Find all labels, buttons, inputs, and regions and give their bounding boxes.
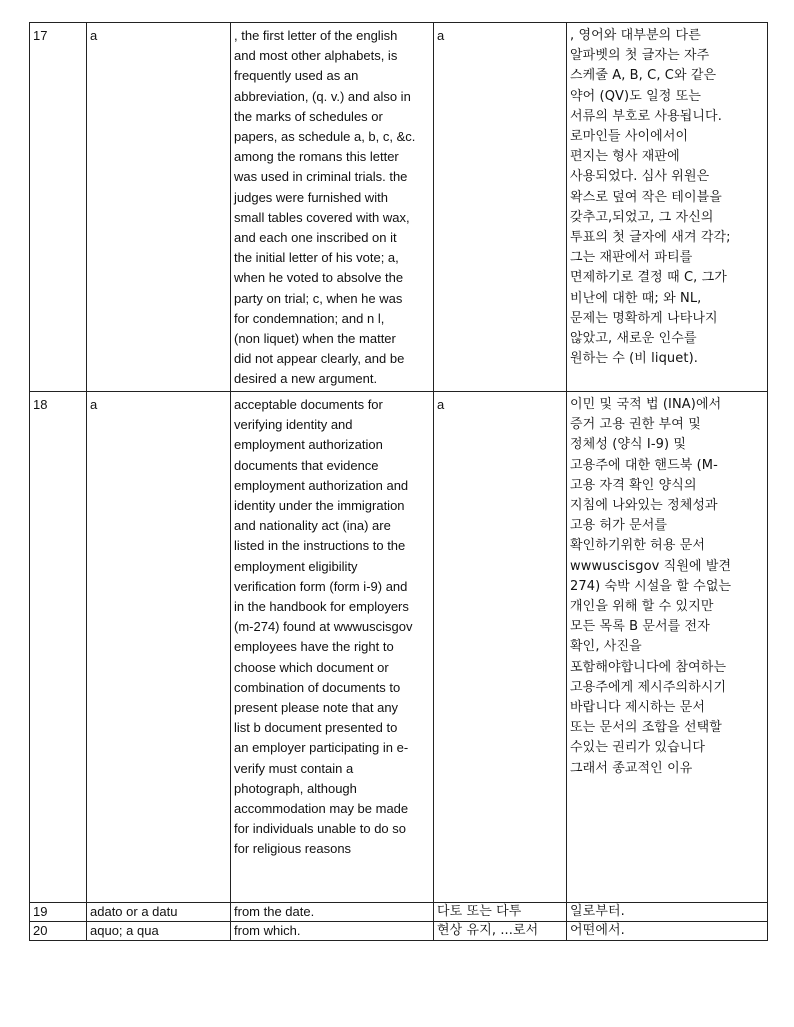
definition-line: (non liquet) when the matter [234,331,396,347]
definition-line: employment authorization and [234,477,409,493]
definition-ko-cell [567,922,768,941]
definition-ko-line: 문제는 명확하게 나타나지 [570,310,718,326]
definition-ko-line: 그래서 종교적인 이유 [570,760,693,776]
definition-ko-cell [567,392,768,903]
definition-cell [231,23,434,392]
definition-line: judges were furnished with [234,189,388,205]
definition-line: identity under the immigration [234,498,405,514]
definition-line: listed in the instructions to the [234,538,406,554]
definition-line: employees have the right to [234,639,394,655]
definition-line: abbreviation, (q. v.) and also in [234,88,411,104]
definition-line: the initial letter of his vote; a, [234,250,399,266]
definition-line: for individuals unable to do so [234,821,407,837]
definition-ko-line: 포함해야합니다에 참여하는 [570,659,727,675]
definition-ko-line: 수있는 권리가 있습니다 [570,740,706,756]
definition-ko-line: 스케줄 A, B, C, C와 같은 [570,68,717,84]
table-row [30,903,768,922]
definition-line: and each one inscribed on it [234,230,397,246]
definition-ko-line: 확인, 사진을 [570,639,642,655]
definition-ko-line: 또는 문서의 조합을 선택할 [570,720,722,736]
definition-ko-line: 274) 숙박 시설을 할 수없는 [570,578,732,594]
definition-line: and nationality act (ina) are [234,518,391,534]
definition-line: among the romans this letter [234,149,399,165]
definition-ko-line: 알파벳의 첫 글자는 자주 [570,48,710,64]
term-ko-cell: a [434,392,567,903]
term-ko-cell: 현상 유지, ...로서 [434,922,567,941]
definition-ko-line: 고용주에 대한 핸드북 (M- [570,457,718,473]
definition-line: when he voted to absolve the [234,270,404,286]
definition-line: , the first letter of the english [234,28,398,43]
definition-ko-line: 서류의 부호로 사용됩니다. [570,108,722,124]
term-cell: a [87,23,231,392]
definition-line: from which. [234,923,301,938]
definition-ko-line: 고용 자격 확인 양식의 [570,477,697,493]
term-cell: aquo; a qua [87,922,231,941]
row-number: 18 [30,392,87,903]
definition-ko-line: 바랍니다 제시하는 문서 [570,700,706,716]
definition-line: verify must contain a [234,760,354,776]
definition-line: list b document presented to [234,720,398,736]
definition-ko-line: 이민 및 국적 법 (INA)에서 [570,397,722,412]
definition-line: employment eligibility [234,558,358,574]
definition-ko-line: 지침에 나와있는 정체성과 [570,498,718,514]
definition-ko-line: 그는 재판에서 파티를 [570,250,693,266]
definition-line: frequently used as an [234,68,359,84]
definition-cell [231,922,434,941]
definition-ko-line: 확인하기위한 허용 문서 [570,538,706,554]
definition-ko-line: 사용되었다. 심사 위원은 [570,169,710,185]
glossary-table [29,22,768,941]
definition-ko-line: 않았고, 새로운 인수를 [570,331,697,347]
table-row [30,392,768,903]
definition-ko-line: 편지는 형사 재판에 [570,149,680,165]
definition-ko-line: 개인을 위해 할 수 있지만 [570,599,714,615]
definition-ko-line: 면제하기로 결정 때 C, 그가 [570,270,727,286]
definition-line: an employer participating in e- [234,740,409,756]
definition-line: the marks of schedules or [234,108,383,124]
definition-line: party on trial; c, when he was [234,290,403,306]
definition-ko-line: 고용 허가 문서를 [570,518,668,534]
definition-line: combination of documents to [234,679,401,695]
definition-ko-line: 로마인들 사이에서이 [570,129,689,145]
term-ko-cell: 다토 또는 다투 [434,903,567,922]
definition-line: employment authorization [234,437,383,453]
definition-line: verification form (form i-9) and [234,578,408,594]
row-number: 19 [30,903,87,922]
definition-ko-cell [567,903,768,922]
definition-line: and most other alphabets, is [234,48,398,64]
definition-line: documents that evidence [234,457,379,473]
definition-ko-line: 고용주에게 제시주의하시기 [570,679,727,695]
table-row [30,922,768,941]
definition-ko-line: 모든 목록 B 문서를 전자 [570,619,710,635]
definition-line: did not appear clearly, and be [234,351,405,367]
definition-ko-line: 원하는 수 (비 liquet). [570,351,698,367]
glossary-body [30,23,768,941]
definition-line: small tables covered with wax, [234,209,410,225]
row-number: 17 [30,23,87,392]
definition-line: was used in criminal trials. the [234,169,408,185]
definition-line: in the handbook for employers [234,599,409,615]
definition-line: accommodation may be made [234,801,409,817]
definition-ko-line: 투표의 첫 글자에 새겨 각각; [570,230,731,246]
definition-line: present please note that any [234,700,399,716]
definition-ko-line: , 영어와 대부분의 다른 [570,28,701,43]
definition-line: from the date. [234,904,315,919]
definition-ko-line: 어떤에서. [570,923,625,938]
definition-cell [231,392,434,903]
definition-ko-line: 정체성 (양식 I-9) 및 [570,437,687,453]
term-cell: a [87,392,231,903]
definition-ko-line: 왁스로 덮여 작은 테이블을 [570,189,722,205]
definition-ko-line: 일로부터. [570,904,625,919]
term-ko-cell: a [434,23,567,392]
definition-ko-line: 비난에 대한 때; 와 NL, [570,290,702,306]
definition-ko-line: 증거 고용 권한 부여 및 [570,417,701,433]
definition-line: choose which document or [234,659,389,675]
definition-ko-line: wwwuscisgov 직원에 발견 [570,558,732,574]
definition-line: (m-274) found at wwwuscisgov [234,619,413,635]
table-row [30,23,768,392]
definition-line: papers, as schedule a, b, c, &c. [234,129,416,145]
definition-ko-line: 약어 (QV)도 일정 또는 [570,88,701,104]
definition-line: acceptable documents for [234,397,383,412]
row-number: 20 [30,922,87,941]
definition-line: verifying identity and [234,417,353,433]
definition-line: for religious reasons [234,841,352,857]
definition-line: for condemnation; and n l, [234,310,385,326]
definition-cell [231,903,434,922]
term-cell: adato or a datu [87,903,231,922]
definition-line: desired a new argument. [234,371,378,387]
definition-ko-cell [567,23,768,392]
definition-ko-line: 갖추고,되었고, 그 자신의 [570,209,714,225]
definition-line: photograph, although [234,780,357,796]
